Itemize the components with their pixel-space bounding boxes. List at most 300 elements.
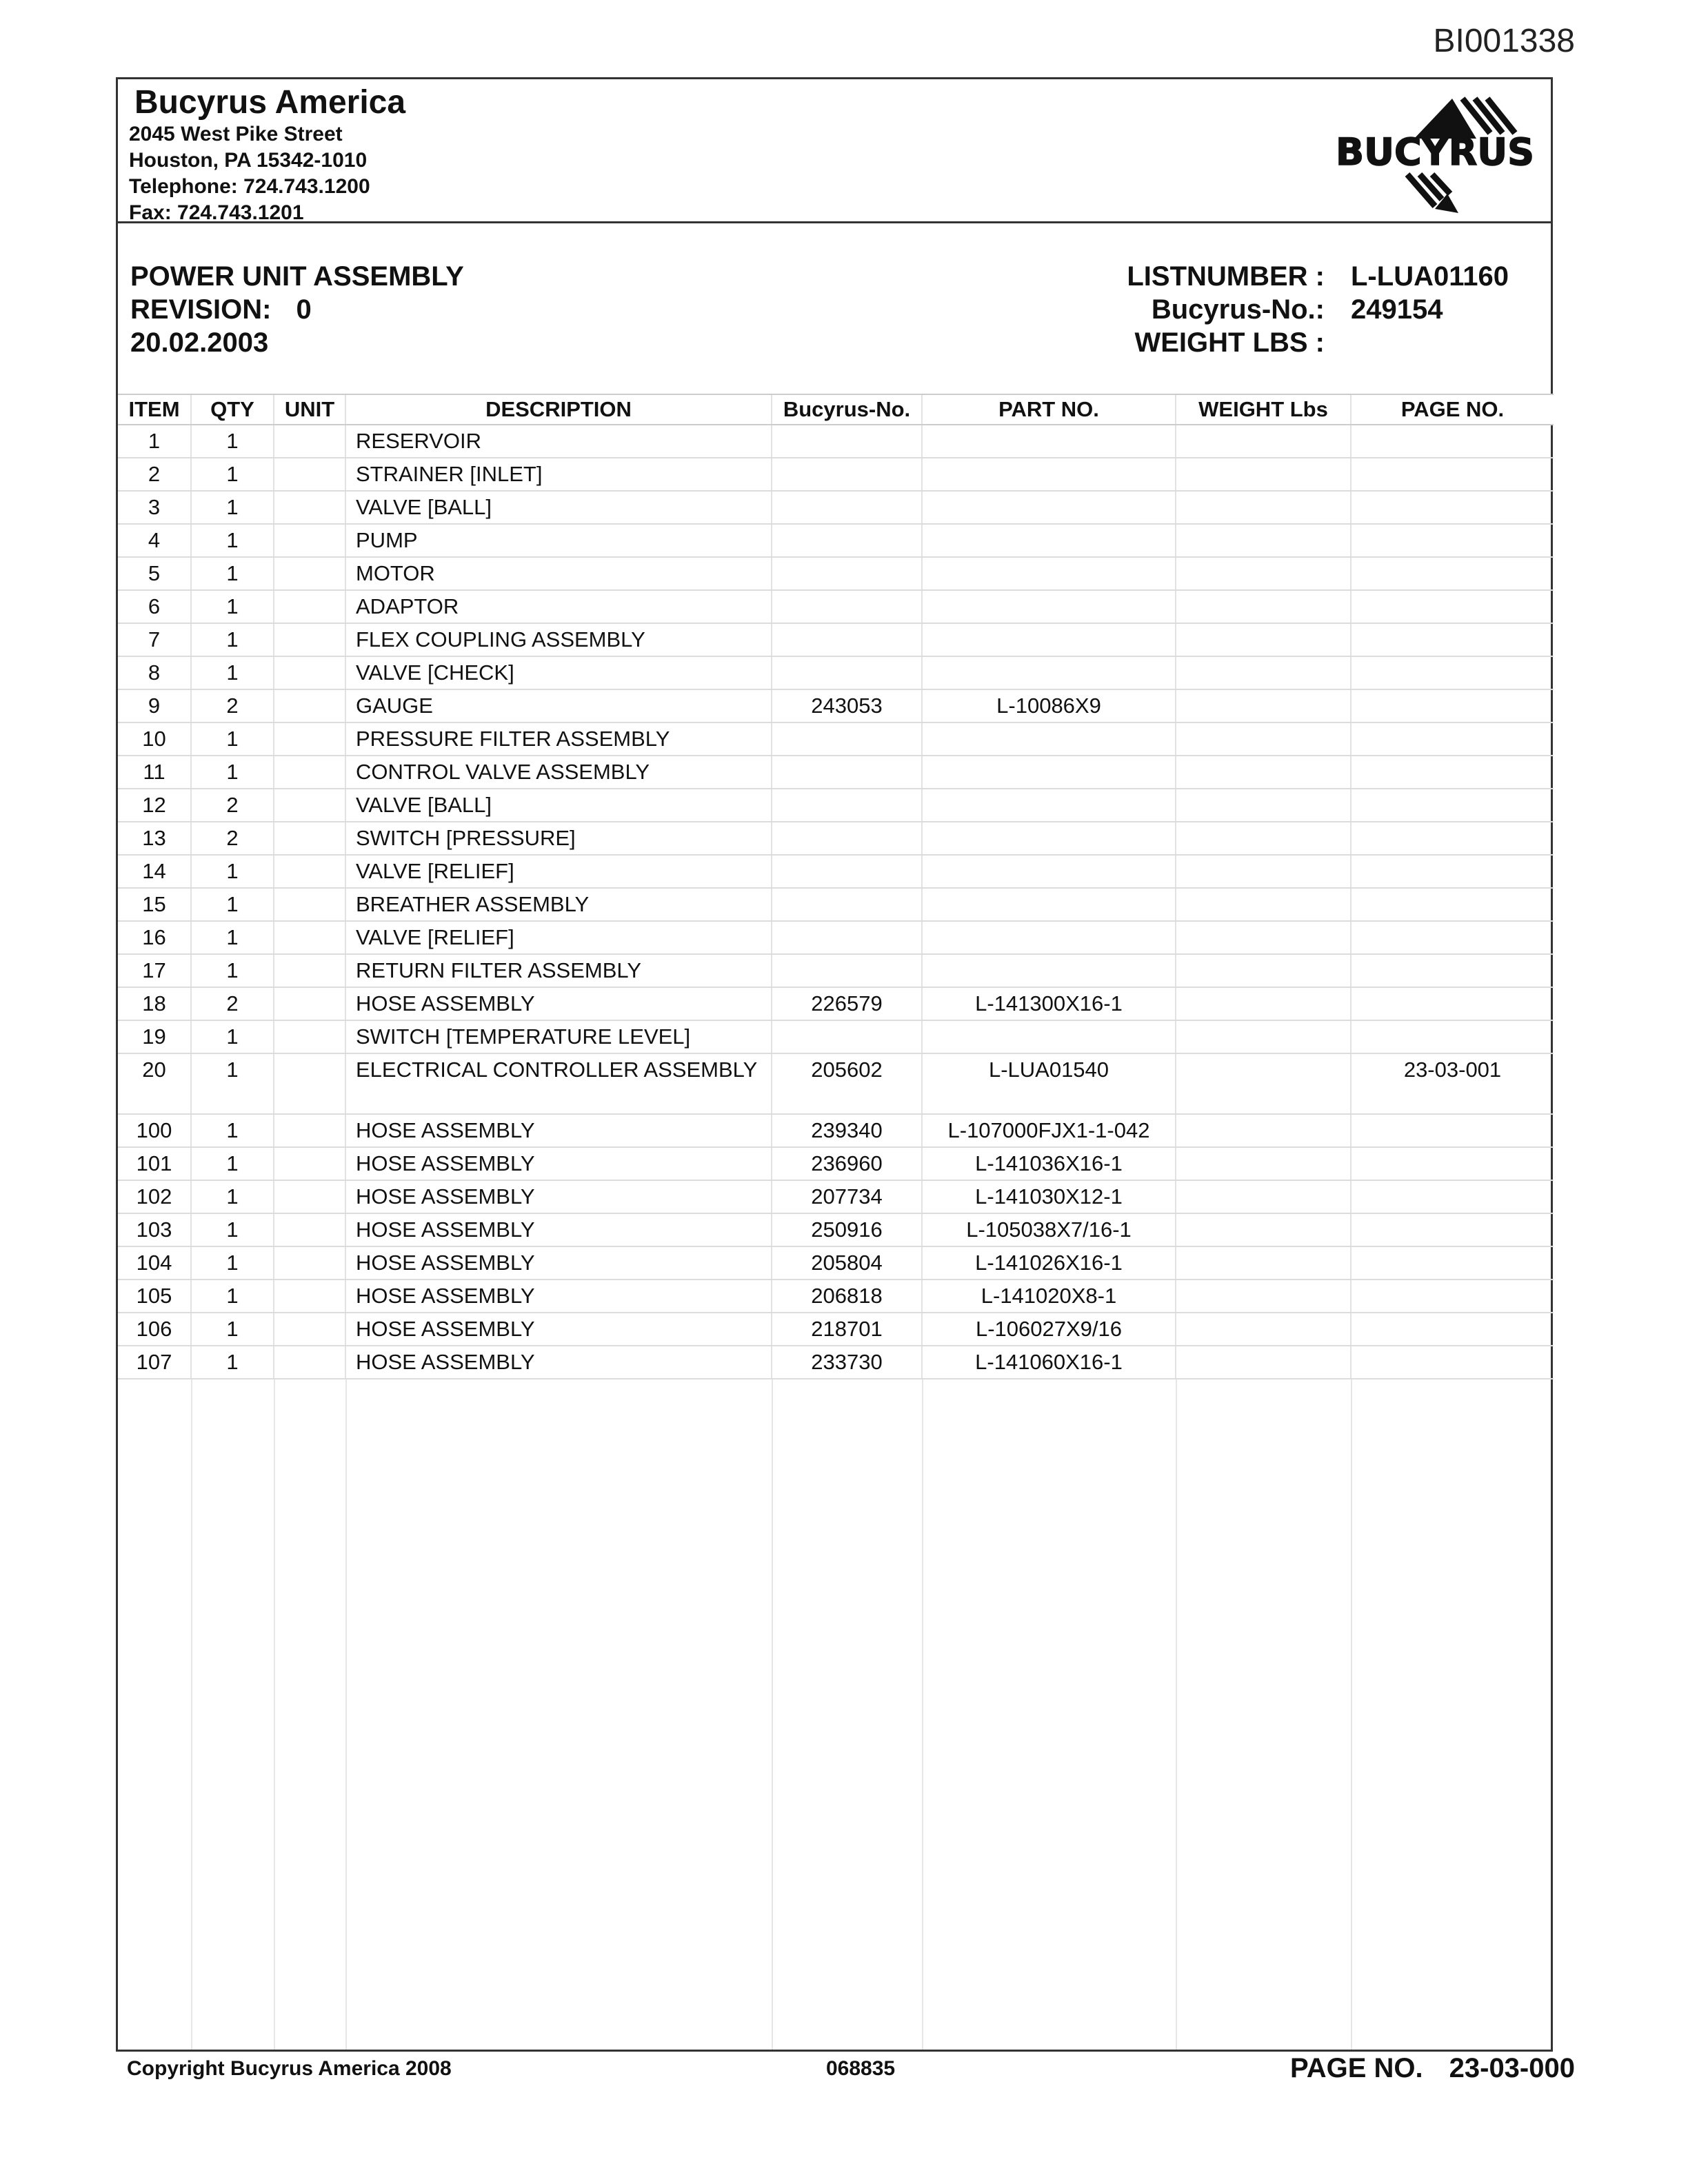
cell-page-no (1351, 1313, 1554, 1346)
cell-text (1352, 955, 1554, 959)
table-row (118, 1246, 1554, 1280)
cell-bucyrus-no (772, 425, 922, 458)
cell-bucyrus-no (772, 458, 922, 491)
cell-text: 8 (148, 660, 161, 685)
cell-description (345, 1053, 772, 1114)
cell-part-no (922, 1246, 1176, 1280)
cell-weight (1176, 1020, 1351, 1053)
document-id: BI001338 (1433, 23, 1575, 59)
cell-text (1176, 1280, 1350, 1284)
cell-unit (274, 425, 345, 458)
cell-item (118, 822, 191, 855)
cell-part-no (922, 524, 1176, 557)
cell-text (1352, 756, 1554, 760)
cell-bucyrus-no (772, 1180, 922, 1213)
cell-qty (191, 1147, 274, 1180)
cell-text: RESERVOIR (356, 429, 482, 453)
cell-page-no (1351, 888, 1554, 921)
cell-text (772, 889, 921, 893)
cell-text (274, 624, 345, 628)
cell-bucyrus-no (772, 987, 922, 1020)
cell-page-no (1351, 590, 1554, 623)
cell-text (274, 1346, 345, 1351)
cell-qty (191, 425, 274, 458)
cell-bucyrus-no (772, 789, 922, 822)
table-row (118, 656, 1554, 689)
cell-bucyrus-no (772, 921, 922, 954)
cell-bucyrus-no (772, 1213, 922, 1246)
cell-description (345, 1020, 772, 1053)
cell-text (1352, 723, 1554, 727)
cell-description (345, 1213, 772, 1246)
cell-text (1352, 1247, 1554, 1251)
listnumber-value: L-LUA01160 (1351, 261, 1509, 292)
cell-weight (1176, 491, 1351, 524)
cell-unit (274, 954, 345, 987)
cell-text (1352, 922, 1554, 926)
cell-text (1176, 889, 1350, 893)
cell-text: HOSE ASSEMBLY (356, 991, 535, 1015)
cell-weight (1176, 756, 1351, 789)
cell-page-no (1351, 1114, 1554, 1147)
cell-text (1352, 1148, 1554, 1152)
cell-text (1352, 988, 1554, 992)
cell-text (772, 856, 921, 860)
cell-text: 2 (226, 694, 239, 718)
cell-bucyrus-no (772, 822, 922, 855)
cell-description (345, 954, 772, 987)
cell-text (274, 723, 345, 727)
cell-text: 1 (226, 727, 239, 751)
cell-text (1176, 1115, 1350, 1119)
cell-description (345, 1280, 772, 1313)
company-address (129, 121, 405, 226)
cell-text: 1 (226, 1024, 239, 1049)
cell-text (772, 789, 921, 793)
cell-item (118, 888, 191, 921)
cell-text: 102 (136, 1184, 172, 1209)
table-row (118, 1053, 1554, 1114)
cell-page-no (1351, 722, 1554, 756)
cell-part-no (922, 1020, 1176, 1053)
cell-bucyrus-no (772, 1246, 922, 1280)
cell-text: 19 (142, 1024, 166, 1049)
cell-page-no (1351, 1020, 1554, 1053)
cell-text: ADAPTOR (356, 594, 459, 618)
column-header-description: DESCRIPTION (345, 394, 772, 425)
cell-text (1176, 756, 1350, 760)
cell-text (923, 458, 1175, 463)
cell-description (345, 491, 772, 524)
cell-text: 218701 (811, 1317, 883, 1341)
cell-part-no (922, 557, 1176, 590)
cell-text: 14 (142, 859, 166, 883)
cell-text: L-141020X8-1 (981, 1284, 1117, 1308)
table-row (118, 1020, 1554, 1053)
cell-text (1352, 624, 1554, 628)
cell-weight (1176, 458, 1351, 491)
cell-page-no (1351, 458, 1554, 491)
cell-text: 100 (136, 1118, 172, 1142)
cell-unit (274, 1147, 345, 1180)
cell-text: 1 (226, 1350, 239, 1374)
cell-text (1352, 690, 1554, 694)
cell-unit (274, 888, 345, 921)
cell-item (118, 590, 191, 623)
cell-weight (1176, 425, 1351, 458)
cell-page-no (1351, 1346, 1554, 1379)
bucyrus-logo (1332, 90, 1538, 221)
cell-page-no (1351, 656, 1554, 689)
cell-text: HOSE ASSEMBLY (356, 1118, 535, 1142)
cell-page-no (1351, 623, 1554, 656)
cell-part-no (922, 1280, 1176, 1313)
cell-text (1352, 1021, 1554, 1025)
cell-text (772, 591, 921, 595)
cell-text: L-LUA01540 (988, 1058, 1109, 1082)
cell-text (1352, 1313, 1554, 1317)
cell-part-no (922, 689, 1176, 722)
column-header-page-no: PAGE NO. (1351, 394, 1554, 425)
cell-text (923, 492, 1175, 496)
cell-text: 1 (226, 958, 239, 982)
cell-text: 1 (226, 1151, 239, 1175)
cell-text: 16 (142, 925, 166, 949)
cell-text: HOSE ASSEMBLY (356, 1251, 535, 1275)
assembly-info (130, 260, 464, 359)
cell-qty (191, 656, 274, 689)
cell-part-no (922, 1114, 1176, 1147)
column-guide-line (922, 1379, 923, 2050)
cell-page-no (1351, 1246, 1554, 1280)
cell-text: 1 (226, 1217, 239, 1242)
bucyrus-no-label: Bucyrus-No.: (1151, 294, 1325, 325)
cell-text (923, 425, 1175, 429)
cell-text: 17 (142, 958, 166, 982)
assembly-title: POWER UNIT ASSEMBLY (130, 261, 464, 292)
table-row (118, 921, 1554, 954)
cell-item (118, 491, 191, 524)
cell-unit (274, 524, 345, 557)
table-row (118, 1180, 1554, 1213)
table-row (118, 1280, 1554, 1313)
cell-unit (274, 921, 345, 954)
cell-text: 239340 (811, 1118, 883, 1142)
cell-weight (1176, 623, 1351, 656)
cell-text (1352, 458, 1554, 463)
cell-page-no (1351, 855, 1554, 888)
cell-text: 1 (226, 925, 239, 949)
cell-part-no (922, 921, 1176, 954)
cell-qty (191, 1246, 274, 1280)
cell-text (1176, 1021, 1350, 1025)
cell-text (274, 955, 345, 959)
cell-qty (191, 1280, 274, 1313)
cell-text (1352, 822, 1554, 827)
cell-part-no (922, 954, 1176, 987)
cell-description (345, 722, 772, 756)
cell-text: 1 (226, 594, 239, 618)
table-row (118, 756, 1554, 789)
cell-text (772, 558, 921, 562)
cell-unit (274, 822, 345, 855)
cell-bucyrus-no (772, 756, 922, 789)
cell-qty (191, 1053, 274, 1114)
table-row (118, 1313, 1554, 1346)
cell-weight (1176, 1280, 1351, 1313)
cell-page-no (1351, 789, 1554, 822)
bucyrus-no-value: 249154 (1351, 294, 1443, 325)
cell-description (345, 1346, 772, 1379)
table-row (118, 491, 1554, 524)
cell-text: 236960 (811, 1151, 883, 1175)
cell-text (274, 458, 345, 463)
cell-text (923, 789, 1175, 793)
cell-unit (274, 855, 345, 888)
logo-text: BUCYRUS (1335, 130, 1535, 174)
cell-description (345, 590, 772, 623)
cell-weight (1176, 1213, 1351, 1246)
cell-text (1176, 856, 1350, 860)
cell-text: VALVE [RELIEF] (356, 925, 514, 949)
cell-unit (274, 1114, 345, 1147)
cell-part-no (922, 425, 1176, 458)
cell-text: VALVE [BALL] (356, 793, 492, 817)
cell-text: 1 (226, 627, 239, 651)
cell-bucyrus-no (772, 1053, 922, 1114)
cell-item (118, 623, 191, 656)
cell-page-no (1351, 1213, 1554, 1246)
cell-text: 1 (226, 462, 239, 486)
column-guide-line (1351, 1379, 1352, 2050)
cell-text (1176, 955, 1350, 959)
cell-text: 207734 (811, 1184, 883, 1209)
cell-text: GAUGE (356, 694, 433, 718)
cell-text (274, 789, 345, 793)
table-row (118, 822, 1554, 855)
cell-item (118, 987, 191, 1020)
cell-text (1352, 1115, 1554, 1119)
column-guide-line (345, 1379, 347, 2050)
document-frame (116, 77, 1553, 2052)
cell-page-no (1351, 987, 1554, 1020)
cell-text (274, 1181, 345, 1185)
cell-bucyrus-no (772, 491, 922, 524)
cell-item (118, 1346, 191, 1379)
cell-text (772, 624, 921, 628)
cell-weight (1176, 524, 1351, 557)
cell-text: HOSE ASSEMBLY (356, 1317, 535, 1341)
copyright: Copyright Bucyrus America 2008 (127, 2057, 452, 2080)
cell-text (772, 458, 921, 463)
cell-bucyrus-no (772, 656, 922, 689)
cell-text: ELECTRICAL CONTROLLER ASSEMBLY (356, 1058, 758, 1082)
cell-description (345, 1246, 772, 1280)
cell-text: HOSE ASSEMBLY (356, 1184, 535, 1209)
cell-qty (191, 954, 274, 987)
company-name: Bucyrus America (134, 84, 406, 121)
cell-weight (1176, 921, 1351, 954)
cell-text: L-106027X9/16 (975, 1317, 1123, 1341)
cell-text (274, 1247, 345, 1251)
cell-text (923, 756, 1175, 760)
table-row (118, 1346, 1554, 1379)
cell-text: 1 (226, 1058, 239, 1082)
cell-text: HOSE ASSEMBLY (356, 1151, 535, 1175)
cell-bucyrus-no (772, 1346, 922, 1379)
cell-page-no (1351, 1147, 1554, 1180)
table-row (118, 425, 1554, 458)
cell-page-no (1351, 1280, 1554, 1313)
cell-text: L-10086X9 (996, 694, 1101, 718)
cell-text (772, 492, 921, 496)
cell-text: 206818 (811, 1284, 883, 1308)
cell-description (345, 425, 772, 458)
cell-text (923, 525, 1175, 529)
cell-text (1352, 425, 1554, 429)
cell-text (1352, 889, 1554, 893)
listnumber-label: LISTNUMBER : (1127, 261, 1325, 292)
column-header-weight: WEIGHT Lbs (1176, 394, 1351, 425)
cell-text (274, 1148, 345, 1152)
cell-part-no (922, 722, 1176, 756)
cell-text (1176, 1346, 1350, 1351)
cell-part-no (922, 1180, 1176, 1213)
cell-unit (274, 689, 345, 722)
cell-description (345, 656, 772, 689)
cell-page-no (1351, 822, 1554, 855)
cell-text (1352, 1181, 1554, 1185)
cell-item (118, 1020, 191, 1053)
cell-text (1352, 1214, 1554, 1218)
address-line: Houston, PA 15342-1010 (129, 149, 368, 172)
cell-qty (191, 590, 274, 623)
cell-weight (1176, 1180, 1351, 1213)
cell-text: 11 (143, 760, 165, 784)
cell-item (118, 524, 191, 557)
cell-weight (1176, 722, 1351, 756)
cell-text: 2 (226, 826, 239, 850)
table-row (118, 722, 1554, 756)
cell-text (1176, 425, 1350, 429)
cell-text (923, 591, 1175, 595)
cell-text: MOTOR (356, 561, 435, 585)
cell-bucyrus-no (772, 689, 922, 722)
cell-bucyrus-no (772, 722, 922, 756)
cell-unit (274, 987, 345, 1020)
cell-text: 1 (226, 1118, 239, 1142)
cell-unit (274, 1246, 345, 1280)
cell-text (1176, 458, 1350, 463)
cell-text (1176, 624, 1350, 628)
cell-text (1352, 1346, 1554, 1351)
table-row (118, 458, 1554, 491)
cell-description (345, 756, 772, 789)
cell-part-no (922, 656, 1176, 689)
cell-part-no (922, 1213, 1176, 1246)
cell-text: SWITCH [TEMPERATURE LEVEL] (356, 1024, 691, 1049)
cell-item (118, 1280, 191, 1313)
cell-weight (1176, 1147, 1351, 1180)
cell-bucyrus-no (772, 1020, 922, 1053)
cell-page-no (1351, 557, 1554, 590)
cell-text: 1 (226, 1184, 239, 1209)
cell-text: FLEX COUPLING ASSEMBLY (356, 627, 645, 651)
cell-bucyrus-no (772, 1280, 922, 1313)
table-row (118, 954, 1554, 987)
cell-bucyrus-no (772, 557, 922, 590)
cell-text: 2 (148, 462, 161, 486)
cell-text: 1 (226, 561, 239, 585)
cell-weight (1176, 789, 1351, 822)
cell-text: 1 (226, 495, 239, 519)
cell-text (1352, 558, 1554, 562)
cell-text: BREATHER ASSEMBLY (356, 892, 590, 916)
table-row (118, 1147, 1554, 1180)
cell-bucyrus-no (772, 590, 922, 623)
cell-text: 6 (148, 594, 161, 618)
cell-text: 5 (148, 561, 161, 585)
cell-description (345, 458, 772, 491)
cell-qty (191, 1213, 274, 1246)
cell-text: 226579 (811, 991, 883, 1015)
cell-text (772, 922, 921, 926)
cell-text: 105 (136, 1284, 172, 1308)
cell-text (1176, 690, 1350, 694)
revision-label: REVISION: (130, 294, 272, 325)
table-row (118, 1213, 1554, 1246)
cell-text (274, 1214, 345, 1218)
page-number (1290, 2053, 1575, 2084)
cell-item (118, 557, 191, 590)
cell-qty (191, 491, 274, 524)
cell-weight (1176, 822, 1351, 855)
revision-row (130, 293, 464, 326)
column-header-qty: QTY (191, 394, 274, 425)
cell-weight (1176, 1313, 1351, 1346)
cell-item (118, 1246, 191, 1280)
cell-page-no (1351, 756, 1554, 789)
column-header-bucyrus-no: Bucyrus-No. (772, 394, 922, 425)
cell-text: 10 (142, 727, 166, 751)
cell-weight (1176, 987, 1351, 1020)
cell-text: HOSE ASSEMBLY (356, 1350, 535, 1374)
page-number-value: 23-03-000 (1449, 2053, 1575, 2083)
cell-item (118, 656, 191, 689)
cell-text: PRESSURE FILTER ASSEMBLY (356, 727, 670, 751)
cell-qty (191, 689, 274, 722)
cell-page-no (1351, 1053, 1554, 1114)
table-row (118, 689, 1554, 722)
table-row (118, 1114, 1554, 1147)
cell-page-no (1351, 491, 1554, 524)
cell-unit (274, 491, 345, 524)
cell-part-no (922, 1147, 1176, 1180)
cell-text (772, 1021, 921, 1025)
cell-unit (274, 1180, 345, 1213)
cell-text: 103 (136, 1217, 172, 1242)
cell-text: 4 (148, 528, 161, 552)
cell-text (772, 756, 921, 760)
cell-text: 1 (226, 429, 239, 453)
cell-text (1176, 723, 1350, 727)
cell-text (772, 657, 921, 661)
table-row (118, 623, 1554, 656)
cell-unit (274, 1053, 345, 1114)
cell-unit (274, 1346, 345, 1379)
cell-page-no (1351, 425, 1554, 458)
cell-item (118, 458, 191, 491)
